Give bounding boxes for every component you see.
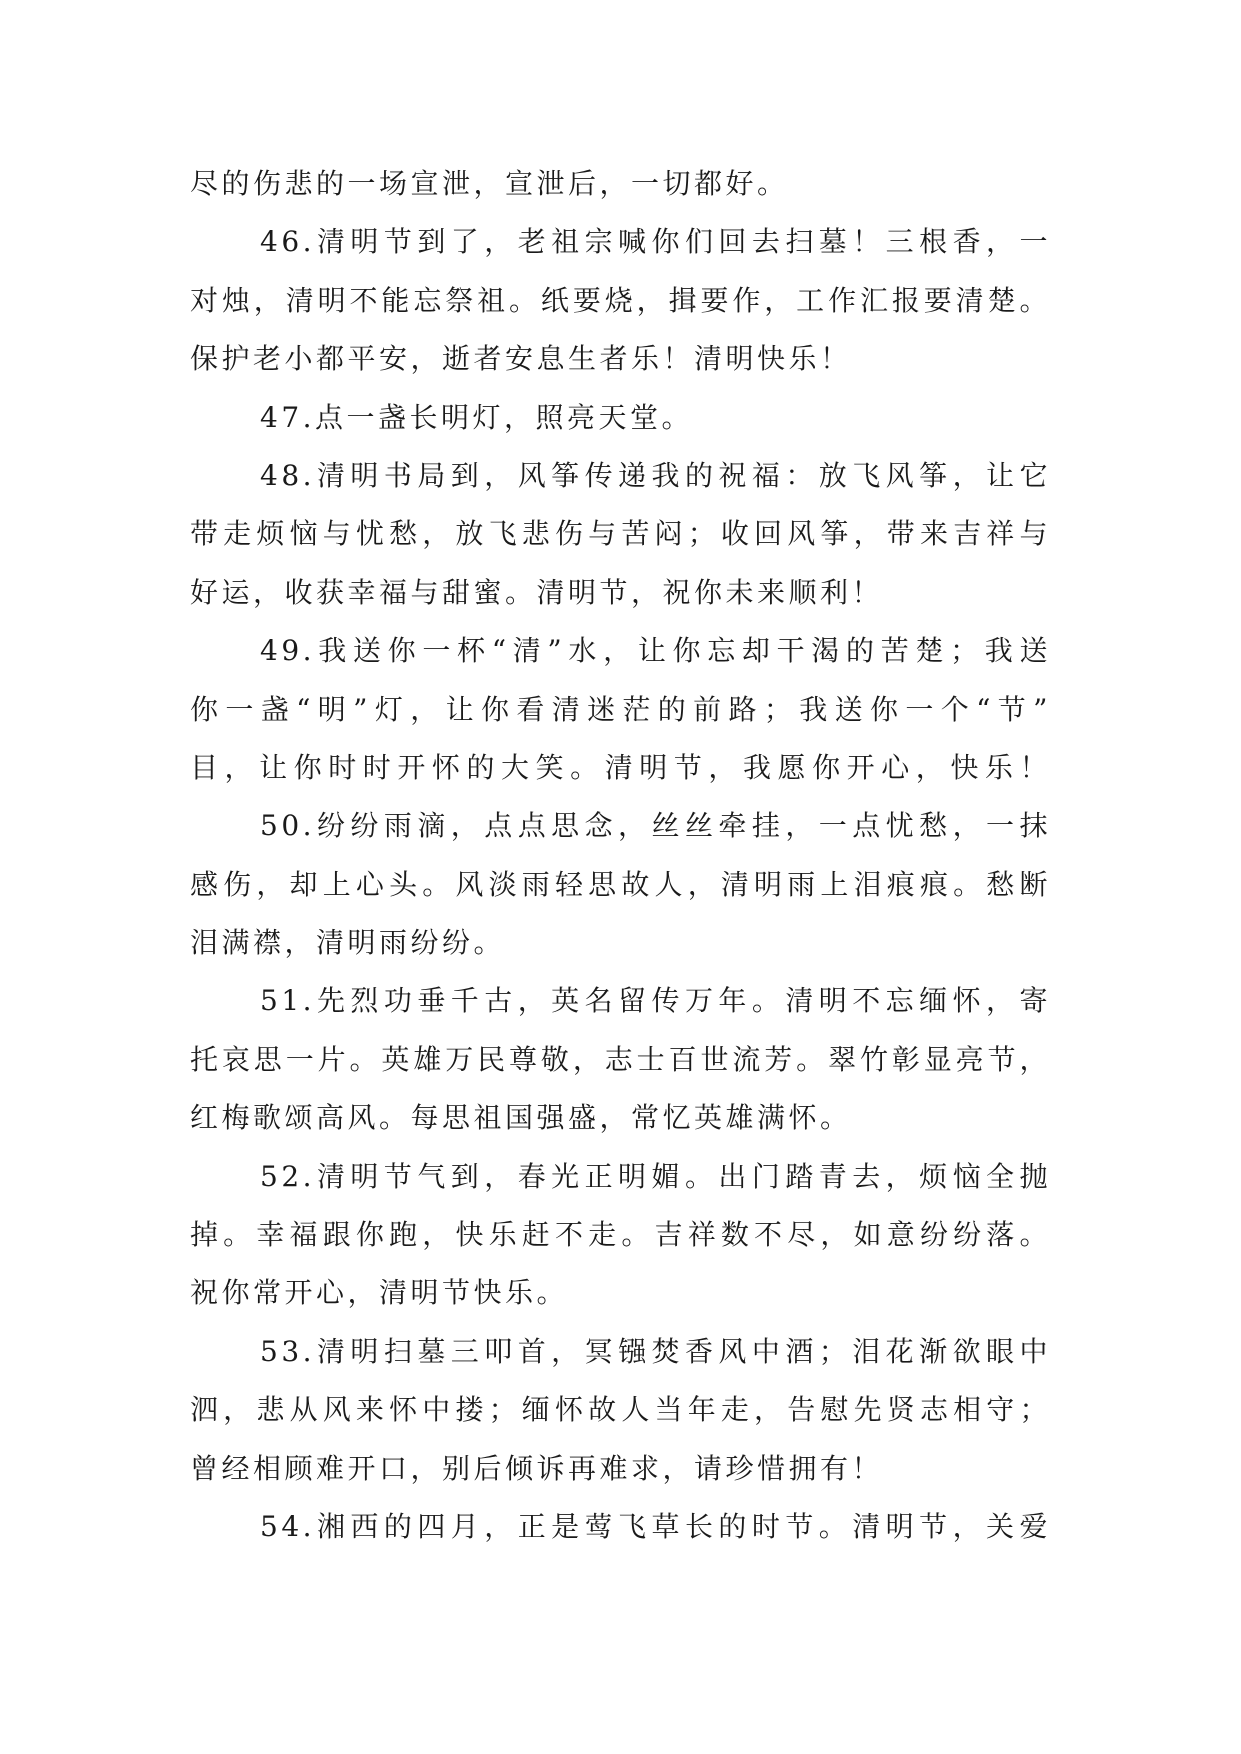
text-line: 47.点一盏长明灯，照亮天堂。 — [260, 400, 694, 434]
paragraph-50 — [190, 797, 1051, 972]
text-line: 托哀思一片。英雄万民尊敬，志士百世流芳。翠竹彰显亮节， — [190, 1042, 1051, 1076]
text-line: 保护老小都平安，逝者安息生者乐！清明快乐！ — [190, 342, 852, 376]
text-line: 54.湘西的四月，正是莺飞草长的时节。清明节，关爱 — [260, 1509, 1051, 1543]
text-line: 尽的伤悲的一场宣泄，宣泄后，一切都好。 — [190, 167, 789, 200]
paragraph-52 — [190, 1148, 1051, 1323]
text-line: 红梅歌颂高风。每思祖国强盛，常忆英雄满怀。 — [190, 1101, 852, 1135]
paragraph-51 — [190, 972, 1051, 1147]
text-line: 掉。幸福跟你跑，快乐赶不走。吉祥数不尽，如意纷纷落。 — [190, 1218, 1051, 1252]
paragraph-47 — [190, 389, 1051, 447]
paragraph-continuation — [190, 155, 1051, 213]
text-line: 51.先烈功垂千古，英名留传万年。清明不忘缅怀，寄 — [260, 984, 1051, 1018]
text-line: 感伤，却上心头。风淡雨轻思故人，清明雨上泪痕痕。愁断 — [190, 867, 1051, 901]
text-line: 50.纷纷雨滴，点点思念，丝丝牵挂，一点忧愁，一抹 — [260, 809, 1051, 843]
text-line: 53.清明扫墓三叩首，冥镪焚香风中酒；泪花渐欲眼中 — [260, 1334, 1051, 1368]
text-line: 46.清明节到了，老祖宗喊你们回去扫墓！三根香，一 — [260, 225, 1051, 259]
text-line: 泗，悲从风来怀中搂；缅怀故人当年走，告慰先贤志相守； — [190, 1393, 1051, 1427]
paragraph-49 — [190, 622, 1051, 797]
paragraph-46 — [190, 213, 1051, 388]
text-line: 曾经相顾难开口，别后倾诉再难求，请珍惜拥有！ — [190, 1451, 884, 1485]
text-line: 52.清明节气到，春光正明媚。出门踏青去，烦恼全抛 — [260, 1159, 1051, 1193]
text-line: 对烛，清明不能忘祭祖。纸要烧，揖要作，工作汇报要清楚。 — [190, 283, 1051, 317]
paragraph-53 — [190, 1323, 1051, 1498]
text-line: 带走烦恼与忧愁，放飞悲伤与苦闷；收回风筝，带来吉祥与 — [190, 517, 1051, 551]
document-body — [190, 155, 1051, 1556]
text-line: 好运，收获幸福与甜蜜。清明节，祝你未来顺利！ — [190, 575, 884, 609]
text-line: 48.清明书局到，风筝传递我的祝福：放飞风筝，让它 — [260, 458, 1051, 492]
text-line: 你一盏“明”灯，让你看清迷茫的前路；我送你一个“节” — [190, 692, 1051, 726]
paragraph-54 — [190, 1498, 1051, 1556]
text-line: 祝你常开心，清明节快乐。 — [190, 1276, 569, 1310]
text-line: 泪满襟，清明雨纷纷。 — [190, 926, 506, 960]
paragraph-48 — [190, 447, 1051, 622]
text-line: 目，让你时时开怀的大笑。清明节，我愿你开心，快乐！ — [190, 750, 1051, 784]
text-line: 49.我送你一杯“清”水，让你忘却干渴的苦楚；我送 — [260, 634, 1051, 668]
